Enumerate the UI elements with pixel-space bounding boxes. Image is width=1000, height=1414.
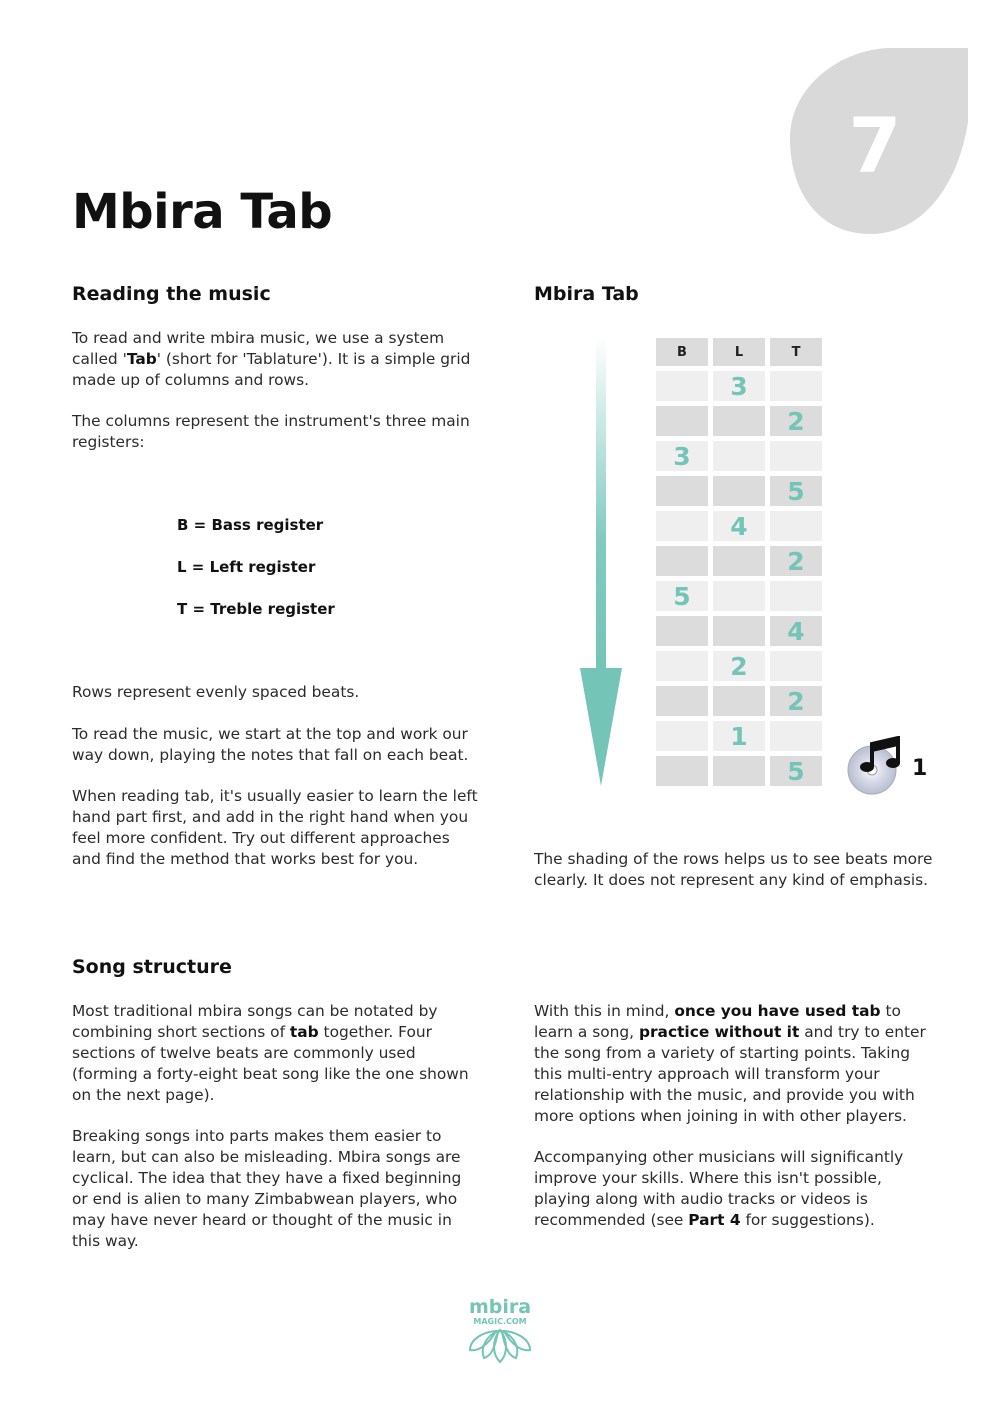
tab-cell: 2 — [770, 686, 822, 716]
reading-paragraph-3: Rows represent evenly spaced beats. — [72, 683, 360, 701]
tab-row — [656, 756, 822, 786]
tab-cell — [656, 371, 708, 401]
tab-cell — [770, 371, 822, 401]
tab-row — [656, 511, 822, 541]
tab-cell — [770, 581, 822, 611]
reading-paragraph-2: The columns represent the instrument's three main registers: — [72, 412, 470, 451]
tab-cell — [713, 406, 765, 436]
tab-cell: 4 — [713, 511, 765, 541]
tab-row — [656, 721, 822, 751]
tab-cell — [713, 686, 765, 716]
tab-row — [656, 581, 822, 611]
tab-cell — [713, 546, 765, 576]
tab-header-t: T — [770, 338, 822, 366]
tab-cell — [770, 441, 822, 471]
tab-cell — [770, 651, 822, 681]
tab-cell: 5 — [656, 581, 708, 611]
mbiramagic-logo — [462, 1296, 538, 1368]
tab-cell: 4 — [770, 616, 822, 646]
tab-cell: 5 — [770, 756, 822, 786]
tab-cell — [656, 756, 708, 786]
tab-caption: The shading of the rows helps us to see beats more clearly. It does not represent any kind of emphasis. — [534, 850, 933, 889]
tab-cell — [656, 476, 708, 506]
tab-cell — [656, 546, 708, 576]
tab-cell — [656, 406, 708, 436]
tab-cell — [770, 511, 822, 541]
tab-row — [656, 651, 822, 681]
tab-header-l: L — [713, 338, 765, 366]
tab-cell: 3 — [656, 441, 708, 471]
tab-cell — [713, 581, 765, 611]
definition-treble: T = Treble register — [177, 600, 335, 618]
tab-cell: 5 — [770, 476, 822, 506]
tab-cell — [713, 476, 765, 506]
tab-row — [656, 546, 822, 576]
reading-heading: Reading the music — [72, 283, 271, 305]
audio-track-number: 1 — [912, 756, 928, 781]
reading-paragraph-4: To read the music, we start at the top and work our way down, playing the notes that fall on each beat. — [72, 725, 469, 764]
song-paragraph-4: Accompanying other musicians will significantly improve your skills. Where this isn't possible, playing along with audio tracks or videos is recommended (see Part 4 for suggestions). — [534, 1148, 904, 1229]
tab-row — [656, 616, 822, 646]
reading-paragraph-1: To read and write mbira music, we use a system called 'Tab' (short for 'Tablature'). It is a simple grid made up of columns and rows. — [72, 329, 471, 389]
logo-subtext: MAGIC.COM — [473, 1317, 527, 1326]
tab-cell — [656, 686, 708, 716]
tab-heading: Mbira Tab — [534, 283, 639, 305]
tab-cell: 2 — [713, 651, 765, 681]
page-number: 7 — [848, 101, 902, 190]
reading-paragraph-5: When reading tab, it's usually easier to learn the left hand part first, and add in the right hand when you feel more confident. Try out different approaches and find the method that works best for you. — [72, 787, 478, 868]
page-title: Mbira Tab — [72, 184, 333, 240]
tab-cell: 1 — [713, 721, 765, 751]
tab-cell — [770, 721, 822, 751]
logo-text: mbira — [468, 1296, 532, 1318]
tab-cell — [713, 441, 765, 471]
tab-cell — [713, 616, 765, 646]
audio-track-icon — [846, 736, 906, 796]
song-paragraph-1: Most traditional mbira songs can be notated by combining short sections of tab together. Four sections of twelve beats are commonly used (forming a forty-eight beat song like the one shown on the next page). — [72, 1002, 469, 1104]
tab-cell: 3 — [713, 371, 765, 401]
tab-header-b: B — [656, 338, 708, 366]
song-paragraph-2: Breaking songs into parts makes them easier to learn, but can also be misleading. Mbira songs are cyclical. The idea that they have a fixed beginning or end is alien to many Zimbabwean players, who may have never heard or thought of the music in this way. — [72, 1127, 462, 1250]
tab-row — [656, 371, 822, 401]
tab-cell — [713, 756, 765, 786]
song-structure-heading: Song structure — [72, 956, 232, 978]
definition-bass: B = Bass register — [177, 516, 324, 534]
tab-row — [656, 476, 822, 506]
tab-row — [656, 406, 822, 436]
tab-row — [656, 686, 822, 716]
reading-direction-arrow-icon — [578, 336, 624, 788]
tab-header-row — [656, 338, 822, 366]
tab-cell — [656, 511, 708, 541]
tab-row — [656, 441, 822, 471]
tab-cell: 2 — [770, 406, 822, 436]
tab-cell — [656, 721, 708, 751]
tab-cell — [656, 651, 708, 681]
tab-grid — [656, 338, 822, 791]
song-paragraph-3: With this in mind, once you have used tab to learn a song, practice without it and try to enter the song from a variety of starting points. Taking this multi-entry approach will transform your relationship with the music, and provide you with more options when joining in with other players. — [534, 1002, 926, 1125]
definition-left: L = Left register — [177, 558, 316, 576]
tab-cell — [656, 616, 708, 646]
tab-cell: 2 — [770, 546, 822, 576]
